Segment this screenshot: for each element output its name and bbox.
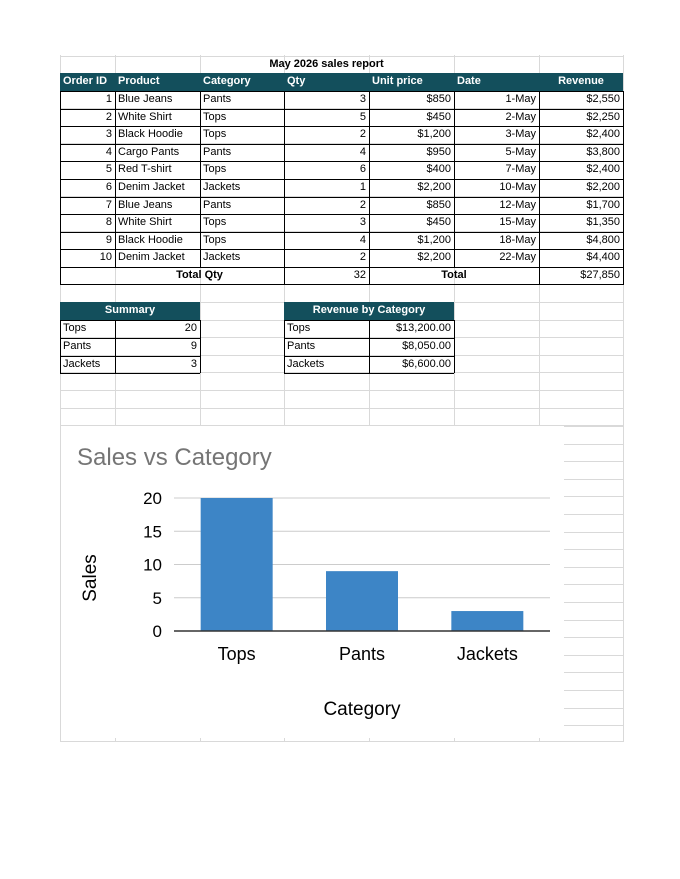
cell-unit-price[interactable]: $2,200: [417, 181, 451, 193]
cell-date[interactable]: 2-May: [505, 110, 536, 123]
cell-date[interactable]: 18-May: [499, 233, 536, 246]
cell-unit-price[interactable]: $450: [426, 110, 451, 123]
cell-unit-price[interactable]: $2,200: [417, 251, 451, 264]
x-tick-label: Jackets: [456, 644, 518, 664]
border-line: [369, 267, 370, 285]
cell-order-id[interactable]: 2: [105, 110, 112, 123]
border-line: [115, 91, 116, 267]
x-axis-title: Category: [323, 699, 401, 720]
summary-label-jackets[interactable]: Jackets: [63, 358, 101, 370]
cell-revenue[interactable]: $2,400: [586, 128, 620, 141]
cell-product[interactable]: Blue Jeans: [118, 198, 173, 211]
cell-qty[interactable]: 2: [359, 198, 366, 211]
cell-category[interactable]: Tops: [203, 110, 227, 123]
y-tick-label: 20: [143, 489, 162, 508]
bar-tops: [201, 498, 273, 631]
cell-qty[interactable]: 4: [359, 145, 366, 158]
border-line: [284, 91, 285, 267]
border-line: [454, 91, 455, 267]
cell-qty[interactable]: 2: [359, 128, 366, 141]
revcat-label-jackets[interactable]: Jackets: [287, 358, 325, 370]
summary-label-pants[interactable]: Pants: [63, 340, 92, 352]
cell-unit-price[interactable]: $1,200: [417, 128, 451, 141]
col-header-order-id[interactable]: Order ID: [60, 73, 115, 91]
y-axis-title: Sales: [80, 554, 101, 602]
cell-product[interactable]: Black Hoodie: [118, 128, 183, 141]
col-header-unit-price[interactable]: Unit price: [369, 73, 454, 91]
revcat-label-tops[interactable]: Tops: [287, 322, 311, 334]
cell-category[interactable]: Tops: [203, 216, 227, 229]
cell-order-id[interactable]: 4: [105, 145, 112, 158]
cell-order-id[interactable]: 6: [105, 181, 112, 193]
col-header-product[interactable]: Product: [115, 73, 200, 91]
cell-product[interactable]: White Shirt: [118, 110, 172, 123]
border-line: [539, 267, 540, 285]
col-header-qty[interactable]: Qty: [284, 73, 369, 91]
cell-revenue[interactable]: $2,400: [586, 163, 620, 176]
cell-date[interactable]: 3-May: [505, 128, 536, 141]
cell-category[interactable]: Tops: [203, 163, 227, 176]
cell-unit-price[interactable]: $850: [426, 93, 451, 105]
chart-plot: [61, 426, 564, 738]
y-tick-label: 10: [143, 555, 162, 575]
cell-category[interactable]: Jackets: [203, 251, 241, 264]
total-qty-label: Total Qty: [176, 269, 223, 281]
cell-qty[interactable]: 5: [359, 110, 366, 123]
cell-product[interactable]: Blue Jeans: [118, 93, 173, 105]
col-header-category[interactable]: Category: [200, 73, 284, 91]
cell-category[interactable]: Tops: [203, 128, 227, 141]
cell-category[interactable]: Jackets: [203, 181, 241, 193]
cell-order-id[interactable]: 9: [105, 233, 112, 246]
summary-header[interactable]: Summary: [60, 302, 200, 320]
cell-product[interactable]: White Shirt: [118, 216, 172, 229]
cell-date[interactable]: 5-May: [505, 145, 536, 158]
cell-qty[interactable]: 3: [359, 93, 366, 105]
summary-value-pants[interactable]: 9: [190, 340, 197, 352]
border-line: [200, 320, 201, 373]
cell-order-id[interactable]: 5: [105, 163, 112, 176]
cell-unit-price[interactable]: $950: [426, 145, 451, 158]
border-line: [60, 338, 200, 339]
cell-product[interactable]: Denim Jacket: [118, 181, 185, 193]
cell-category[interactable]: Pants: [203, 93, 232, 105]
revcat-value-jackets[interactable]: $6,600.00: [402, 358, 451, 370]
cell-date[interactable]: 10-May: [499, 181, 536, 193]
cell-date[interactable]: 22-May: [499, 251, 536, 264]
border-line: [369, 91, 370, 267]
cell-qty[interactable]: 1: [359, 181, 366, 193]
revcat-label-pants[interactable]: Pants: [287, 340, 316, 352]
cell-order-id[interactable]: 7: [105, 198, 112, 211]
cell-order-id[interactable]: 10: [99, 251, 112, 264]
cell-revenue[interactable]: $2,200: [586, 181, 620, 193]
cell-date[interactable]: 7-May: [505, 163, 536, 176]
border-line: [60, 267, 61, 285]
cell-revenue[interactable]: $2,250: [586, 110, 620, 123]
col-header-date[interactable]: Date: [454, 73, 539, 91]
y-tick-label: 15: [143, 522, 162, 542]
cell-qty[interactable]: 2: [359, 251, 366, 264]
total-label: Total: [441, 269, 467, 281]
border-line: [369, 320, 370, 373]
cell-category[interactable]: Tops: [203, 233, 227, 246]
cell-order-id[interactable]: 1: [105, 93, 112, 105]
border-line: [200, 91, 201, 267]
border-line: [284, 373, 454, 374]
cell-qty[interactable]: 4: [359, 233, 366, 246]
revcat-value-pants[interactable]: $8,050.00: [402, 340, 451, 352]
summary-value-tops[interactable]: 20: [184, 322, 197, 334]
cell-order-id[interactable]: 8: [105, 216, 112, 229]
cell-date[interactable]: 1-May: [505, 93, 536, 105]
bar-pants: [326, 571, 398, 631]
cell-unit-price[interactable]: $400: [426, 163, 451, 176]
cell-qty[interactable]: 3: [359, 216, 366, 229]
cell-date[interactable]: 15-May: [499, 216, 536, 229]
cell-revenue[interactable]: $1,350: [586, 216, 620, 229]
border-line: [539, 91, 540, 267]
cell-date[interactable]: 12-May: [499, 198, 536, 211]
border-line: [115, 320, 116, 373]
y-tick-label: 0: [152, 622, 162, 641]
cell-order-id[interactable]: 3: [105, 128, 112, 141]
x-tick-label: Tops: [217, 644, 256, 664]
border-line: [60, 356, 200, 357]
border-line: [284, 320, 285, 373]
report-title: May 2026 sales report: [269, 58, 384, 70]
sales-vs-category-chart[interactable]: [61, 426, 564, 738]
border-line: [623, 91, 624, 267]
summary-label-tops[interactable]: Tops: [63, 322, 87, 334]
cell-category[interactable]: Pants: [203, 198, 232, 211]
revenue-by-category-header[interactable]: Revenue by Category: [284, 302, 454, 320]
cell-product[interactable]: Cargo Pants: [118, 145, 180, 158]
cell-revenue[interactable]: $3,800: [586, 145, 620, 158]
cell-revenue[interactable]: $4,800: [586, 233, 620, 246]
cell-product[interactable]: Black Hoodie: [118, 233, 183, 246]
cell-product[interactable]: Red T-shirt: [118, 163, 172, 176]
border-line: [60, 320, 61, 373]
cell-unit-price[interactable]: $850: [426, 198, 451, 211]
border-line: [623, 267, 624, 285]
x-tick-label: Pants: [338, 644, 386, 664]
border-line: [60, 91, 61, 267]
total-revenue-value[interactable]: $27,850: [580, 269, 620, 281]
col-header-revenue[interactable]: Revenue: [539, 73, 623, 91]
revcat-value-tops[interactable]: $13,200.00: [395, 322, 451, 334]
bar-jackets: [451, 611, 523, 631]
border-line: [454, 320, 455, 373]
y-tick-label: 5: [152, 588, 162, 608]
cell-revenue[interactable]: $1,700: [586, 198, 620, 211]
border-line: [60, 320, 200, 321]
chart-title: Sales vs Category: [77, 444, 272, 471]
cell-qty[interactable]: 6: [359, 163, 366, 176]
total-qty-value[interactable]: 32: [353, 269, 366, 281]
cell-category[interactable]: Pants: [203, 145, 232, 158]
cell-unit-price[interactable]: $450: [426, 216, 451, 229]
summary-value-jackets[interactable]: 3: [190, 358, 197, 370]
cell-unit-price[interactable]: $1,200: [417, 233, 451, 246]
border-line: [284, 267, 285, 285]
border-line: [60, 267, 623, 268]
cell-product[interactable]: Denim Jacket: [118, 251, 185, 264]
cell-revenue[interactable]: $4,400: [586, 251, 620, 264]
cell-revenue[interactable]: $2,550: [586, 93, 620, 105]
border-line: [60, 373, 200, 374]
